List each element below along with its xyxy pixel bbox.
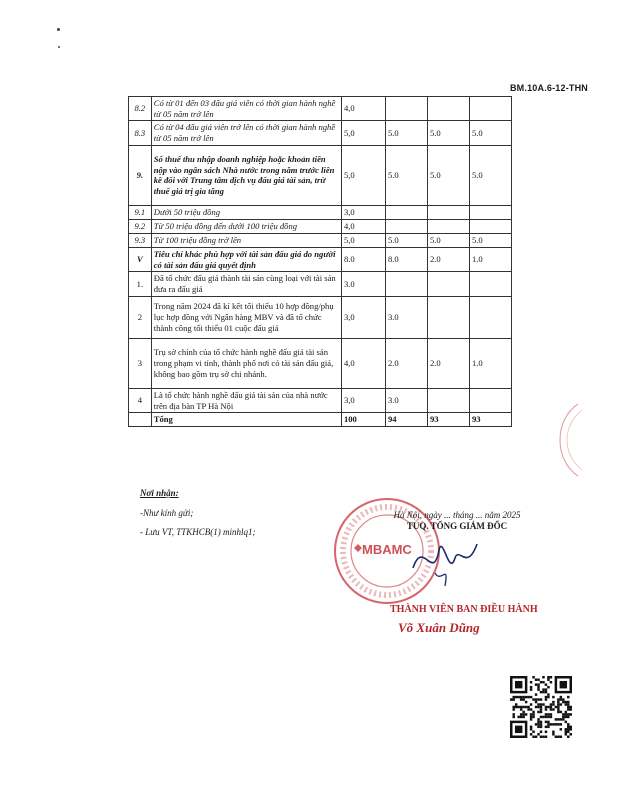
row-score-3	[469, 219, 511, 233]
row-score-2	[427, 205, 469, 219]
row-description: Có từ 04 đấu giá viên trở lên có thời gian hành nghề từ 05 năm trở lên	[151, 121, 341, 145]
table-row	[129, 205, 512, 219]
row-number: 9.	[129, 145, 152, 205]
row-number: 9.1	[129, 205, 152, 219]
row-description: Đã tổ chức đấu giá thành tài sản cùng loại với tài sản đưa ra đấu giá	[151, 272, 341, 296]
row-description: Trụ sở chính của tổ chức hành nghề đấu giá tài sản trong phạm vi tỉnh, thành phố nơi có tài sản đấu giá, không bao gồm trụ sở chi nhánh.	[151, 338, 341, 388]
margin-seal-icon	[548, 400, 588, 480]
row-score-2: 2.0	[427, 338, 469, 388]
table-row	[129, 247, 512, 271]
total-row	[129, 413, 512, 427]
signer-name: Võ Xuân Dũng	[398, 620, 480, 635]
row-description: Trong năm 2024 đã kí kết tối thiểu 10 hợp đồng/phụ lục hợp đồng với Ngân hàng MBV và đã tổ chức thành công tối thiểu 01 cuộc đấu giá	[151, 296, 341, 338]
row-description: Có từ 01 đến 03 đấu giá viên có thời gian hành nghề từ 05 năm trở lên	[151, 97, 341, 121]
total-label: Tổng	[151, 413, 341, 427]
row-score-3: 1.0	[469, 247, 511, 271]
total-number	[129, 413, 152, 427]
row-score-1: 5.0	[385, 121, 427, 145]
table-row	[129, 388, 512, 412]
row-score-1	[385, 205, 427, 219]
row-number: 1.	[129, 272, 152, 296]
row-score-2: 5.0	[427, 233, 469, 247]
row-score-1: 2.0	[385, 338, 427, 388]
row-score-3: 1.0	[469, 338, 511, 388]
table-row	[129, 97, 512, 121]
row-max-score: 4,0	[341, 338, 385, 388]
row-max-score: 5,0	[341, 145, 385, 205]
recipient-line: - Lưu VT, TTKHCB(1) minhlq1;	[140, 527, 256, 537]
row-description: Là tổ chức hành nghề đấu giá tài sản của nhà nước trên địa bàn TP Hà Nội	[151, 388, 341, 412]
row-max-score: 3,0	[341, 388, 385, 412]
row-number: 3	[129, 338, 152, 388]
row-description: Dưới 50 triệu đồng	[151, 205, 341, 219]
row-score-1	[385, 219, 427, 233]
row-max-score: 5,0	[341, 121, 385, 145]
scoring-table	[128, 96, 512, 427]
row-max-score: 3.0	[341, 272, 385, 296]
table-row	[129, 296, 512, 338]
row-max-score: 4,0	[341, 97, 385, 121]
row-score-2: 2.0	[427, 247, 469, 271]
row-number: 8.2	[129, 97, 152, 121]
row-score-1	[385, 272, 427, 296]
row-number: 8.3	[129, 121, 152, 145]
sign-role: TUQ. TỔNG GIÁM ĐỐC	[406, 521, 508, 531]
row-score-2	[427, 272, 469, 296]
row-score-3	[469, 296, 511, 338]
row-score-2	[427, 97, 469, 121]
board-member-title: THÀNH VIÊN BAN ĐIỀU HÀNH	[390, 604, 538, 615]
table-row	[129, 145, 512, 205]
row-number: V	[129, 247, 152, 271]
total-score-2: 93	[427, 413, 469, 427]
row-max-score: 5,0	[341, 233, 385, 247]
row-score-2	[427, 296, 469, 338]
sign-date: Hà Nội, ngày ... tháng ... năm 2025	[393, 510, 521, 520]
svg-text:MBAMC: MBAMC	[362, 542, 412, 557]
row-description: Từ 100 triệu đồng trở lên	[151, 233, 341, 247]
recipients-block	[140, 488, 256, 546]
row-max-score: 4,0	[341, 219, 385, 233]
row-max-score: 8.0	[341, 247, 385, 271]
speck-2	[58, 46, 60, 48]
table-row	[129, 219, 512, 233]
row-score-1	[385, 97, 427, 121]
row-score-1: 3.0	[385, 388, 427, 412]
row-score-2: 5.0	[427, 121, 469, 145]
row-number: 4	[129, 388, 152, 412]
row-max-score: 3,0	[341, 296, 385, 338]
row-score-3: 5.0	[469, 121, 511, 145]
row-score-3: 5.0	[469, 145, 511, 205]
table-row	[129, 272, 512, 296]
row-score-3	[469, 205, 511, 219]
row-score-1: 5.0	[385, 233, 427, 247]
row-score-2	[427, 219, 469, 233]
recipients-title: Nơi nhận:	[140, 488, 179, 498]
recipient-line: -Như kính gửi;	[140, 508, 194, 518]
row-score-3: 5.0	[469, 233, 511, 247]
total-score-3: 93	[469, 413, 511, 427]
row-number: 2	[129, 296, 152, 338]
row-score-1: 3.0	[385, 296, 427, 338]
row-description: Số thuế thu nhập doanh nghiệp hoặc khoản tiền nộp vào ngân sách Nhà nước trong năm trước liền kề đối với Trung tâm dịch vụ đấu giá tài sản, trừ thuế giá trị gia tăng	[151, 145, 341, 205]
document-code: BM.10A.6-12-THN	[509, 83, 588, 93]
row-score-1: 5.0	[385, 145, 427, 205]
qr-code-icon	[510, 676, 572, 738]
row-number: 9.2	[129, 219, 152, 233]
row-score-2	[427, 388, 469, 412]
total-max: 100	[341, 413, 385, 427]
speck-1	[57, 28, 60, 31]
row-number: 9.3	[129, 233, 152, 247]
row-score-2: 5.0	[427, 145, 469, 205]
row-score-3	[469, 272, 511, 296]
row-description: Tiêu chí khác phù hợp với tài sản đấu giá do người có tài sản đấu giá quyết định	[151, 247, 341, 271]
row-description: Từ 50 triệu đồng đến dưới 100 triệu đồng	[151, 219, 341, 233]
row-score-3	[469, 97, 511, 121]
row-max-score: 3,0	[341, 205, 385, 219]
table-row	[129, 338, 512, 388]
row-score-1: 8.0	[385, 247, 427, 271]
row-score-3	[469, 388, 511, 412]
handwritten-signature-icon	[405, 528, 485, 588]
table-row	[129, 233, 512, 247]
total-score-1: 94	[385, 413, 427, 427]
table-row	[129, 121, 512, 145]
